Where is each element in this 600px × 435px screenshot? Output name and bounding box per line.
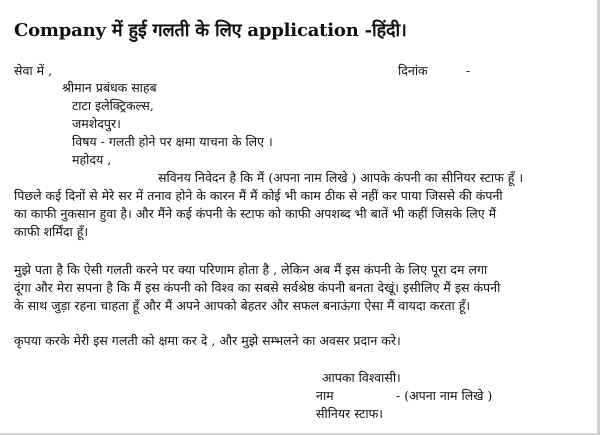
paragraph-3: कृपया करके मेरी इस गलती को क्षमा कर दे , और मुझे सम्भलने का अवसर प्रदान करे। (14, 333, 401, 348)
greeting: महोदय , (72, 152, 112, 167)
page-title: Company में हुई गलती के लिए application -हिंदी। (14, 20, 407, 41)
paragraph-line: दूंगा और मेरा सपना है कि मैं इस कंपनी को विश्व का सबसे सर्वश्रेष्ठ कंपनी बनता देखूं। इसीलिए मैं इस कंपनी (14, 280, 501, 295)
paragraph-line: के साथ जुड़ा रहना चाहता हूँ और मैं अपने आपको बेहतर और सफल बनाऊंगा ऐसा मैं वायदा करता हूँ। (14, 298, 471, 313)
paragraph-line: पिछले कई दिनों से मेरे सर में तनाव होने के कारन मैं मैं कोई भी काम ठीक से नहीं कर पाया जिससे की कंपनी (14, 188, 503, 203)
paragraph-1 (14, 169, 586, 241)
name-value: - (अपना नाम लिखे ) (396, 388, 493, 403)
salutation: सेवा में , (14, 63, 53, 78)
date-value: - (466, 63, 471, 78)
recipient-line: श्रीमान प्रबंधक साहब (62, 80, 157, 95)
paragraph-line: का काफी नुकसान हुवा है। और मैंने कई कंपनी के स्टाफ को काफी अपशब्द भी बातें भी कहीं जिसके लिए मैं (14, 206, 497, 221)
paragraph-2 (14, 261, 586, 315)
paragraph-line: काफी शर्मिंदा हूँ। (14, 224, 89, 239)
subject-line: विषय - गलती होने पर क्षमा याचना के लिए । (72, 134, 273, 149)
recipient-line: जमशेदपुर। (72, 116, 121, 131)
name-label: नाम (316, 388, 334, 403)
designation: सीनियर स्टाफ। (316, 406, 383, 421)
closing: आपका विश्वासी। (322, 370, 401, 385)
paragraph-line: मुझे पता है कि ऐसी गलती करने पर क्या परिणाम होता है , लेकिन अब मैं इस कंपनी के लिए पूरा दम लगा (14, 262, 488, 277)
date-label: दिनांक (398, 63, 428, 78)
paragraph-line: सविनय निवेदन है कि मैं (अपना नाम लिखे ) आपके कंपनी का सीनियर स्टाफ हूँ । (158, 170, 524, 185)
recipient-line: टाटा इलेक्ट्रिकल्स, (72, 98, 154, 113)
